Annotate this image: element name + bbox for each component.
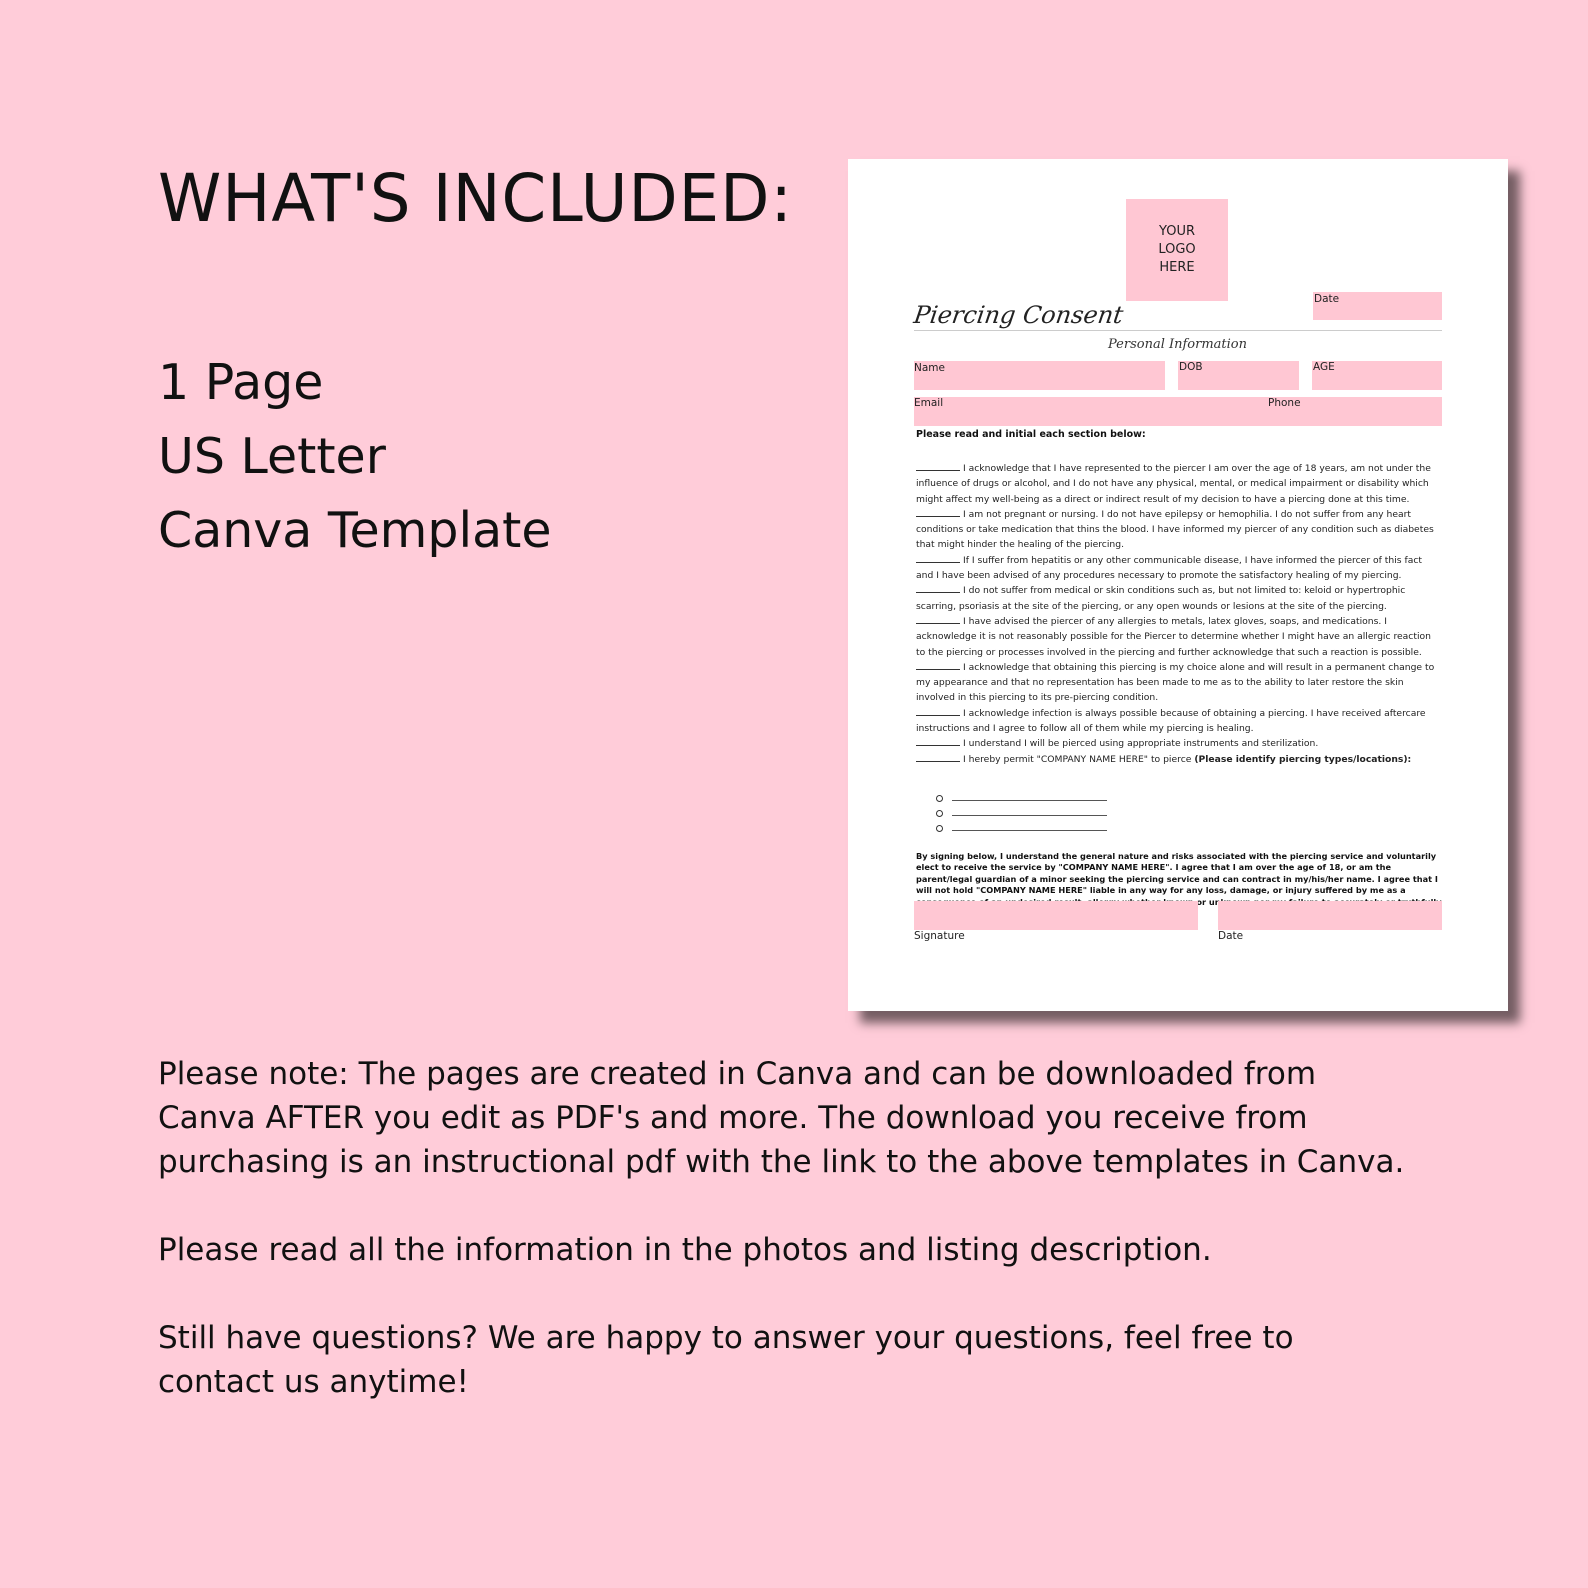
note-section bbox=[158, 1052, 1408, 1404]
date-label: Date bbox=[1314, 293, 1340, 305]
clause: I acknowledge that I have represented to the piercer I am over the age of 18 years, am not under the influence of drugs or alcohol, and I do not have any physical, mental, or medical impairment or disability which might affect my well-being as a direct or indirect result of my decision to have a piercing done at this time. bbox=[916, 463, 1431, 505]
document-preview bbox=[848, 159, 1508, 1011]
feature-format: Canva Template bbox=[158, 502, 552, 559]
email-label: Email bbox=[914, 397, 944, 409]
name-field bbox=[914, 361, 1165, 390]
initial-line bbox=[916, 461, 960, 471]
note-paragraph: Still have questions? We are happy to answer your questions, feel free to contact us anytime! bbox=[158, 1320, 1294, 1400]
note-paragraph: Please read all the information in the photos and listing description. bbox=[158, 1232, 1212, 1268]
initial-line bbox=[916, 736, 960, 746]
initial-line bbox=[916, 507, 960, 517]
initial-line bbox=[916, 660, 960, 670]
signature-field bbox=[914, 901, 1198, 930]
page-heading: WHAT'S INCLUDED: bbox=[158, 160, 793, 237]
dob-label: DOB bbox=[1179, 361, 1203, 373]
signature-label: Signature bbox=[914, 930, 965, 942]
email-phone-field bbox=[914, 397, 1442, 426]
location-line bbox=[936, 791, 1107, 806]
note-paragraph: Please note: The pages are created in Canva and can be downloaded from Canva AFTER you edit as PDF's and more. The download you receive from purchasing is an instructional pdf with the link to the above templates in Canva. bbox=[158, 1056, 1405, 1180]
consent-clauses bbox=[916, 461, 1442, 767]
phone-label: Phone bbox=[1268, 397, 1301, 409]
name-label: Name bbox=[914, 362, 945, 374]
piercing-locations-list bbox=[936, 791, 1107, 836]
location-line bbox=[936, 806, 1107, 821]
age-label: AGE bbox=[1313, 361, 1335, 373]
clause: I understand I will be pierced using appropriate instruments and sterilization. bbox=[916, 736, 1442, 751]
instruction-text: Please read and initial each section below: bbox=[916, 429, 1146, 440]
clause: I have advised the piercer of any allergies to metals, latex gloves, soaps, and medications. I acknowledge it is not reasonably possible for the Piercer to determine whether I might have an allergic reaction to the piercing or processes involved in the piercing and further acknowledge that such a reaction is possible. bbox=[916, 615, 1431, 658]
initial-line bbox=[916, 752, 960, 762]
clause: I acknowledge infection is always possible because of obtaining a piercing. I have received aftercare instructions and I agree to follow all of them while my piercing is healing. bbox=[916, 707, 1426, 735]
signature-date-field bbox=[1218, 901, 1442, 930]
initial-line bbox=[916, 706, 960, 716]
title-divider bbox=[914, 330, 1442, 331]
location-line bbox=[936, 821, 1107, 836]
signing-statement: By signing below, I understand the general nature and risks associated with the piercing service and voluntarily elect to receive the service by "COMPANY NAME HERE". I agree that I am over the age of 18, or am the parent/legal guardian of a minor seeking the piercing service and can contract in my/his/her name. I agree that I will not hold "COMPANY NAME HERE" liable in any way for any loss, damage, or injury suffered by me as a or bbox=[916, 851, 1438, 907]
clause: If I suffer from hepatitis or any other communicable disease, I have informed the piercer of this fact and I have been advised of any procedures necessary to promote the satisfactory healing of my piercing. bbox=[916, 554, 1422, 582]
clause: I am not pregnant or nursing. I do not have epilepsy or hemophilia. I do not suffer from any heart conditions or take medication that thins the blood. I have informed my piercer of any condition such as diabetes that might hinder the healing of the piercing. bbox=[916, 508, 1434, 551]
form-title: Piercing Consent bbox=[912, 301, 1125, 329]
clause: I acknowledge that obtaining this piercing is my choice alone and will result in a permanent change to my appearance and that no representation has been made to me as to the ability to later restore the skin involved in this piercing to its pre-piercing condition. bbox=[916, 661, 1435, 704]
feature-pages: 1 Page bbox=[158, 354, 324, 411]
initial-line bbox=[916, 553, 960, 563]
feature-size: US Letter bbox=[158, 428, 386, 485]
features-list bbox=[158, 346, 551, 568]
initial-line bbox=[916, 583, 960, 593]
section-title: Personal Information bbox=[1108, 337, 1248, 352]
signature-date-label: Date bbox=[1218, 930, 1244, 942]
initial-line bbox=[916, 614, 960, 624]
permit-clause: I hereby permit "COMPANY NAME HERE" to pierce (Please identify piercing types/locations): bbox=[916, 752, 1442, 767]
clause: I do not suffer from medical or skin conditions such as, but not limited to: keloid or hypertrophic scarring, psoriasis at the site of the piercing, or any open wounds or lesions at the site of the piercing. bbox=[916, 585, 1406, 612]
logo-placeholder: YOUR LOGO HERE bbox=[1126, 199, 1228, 301]
